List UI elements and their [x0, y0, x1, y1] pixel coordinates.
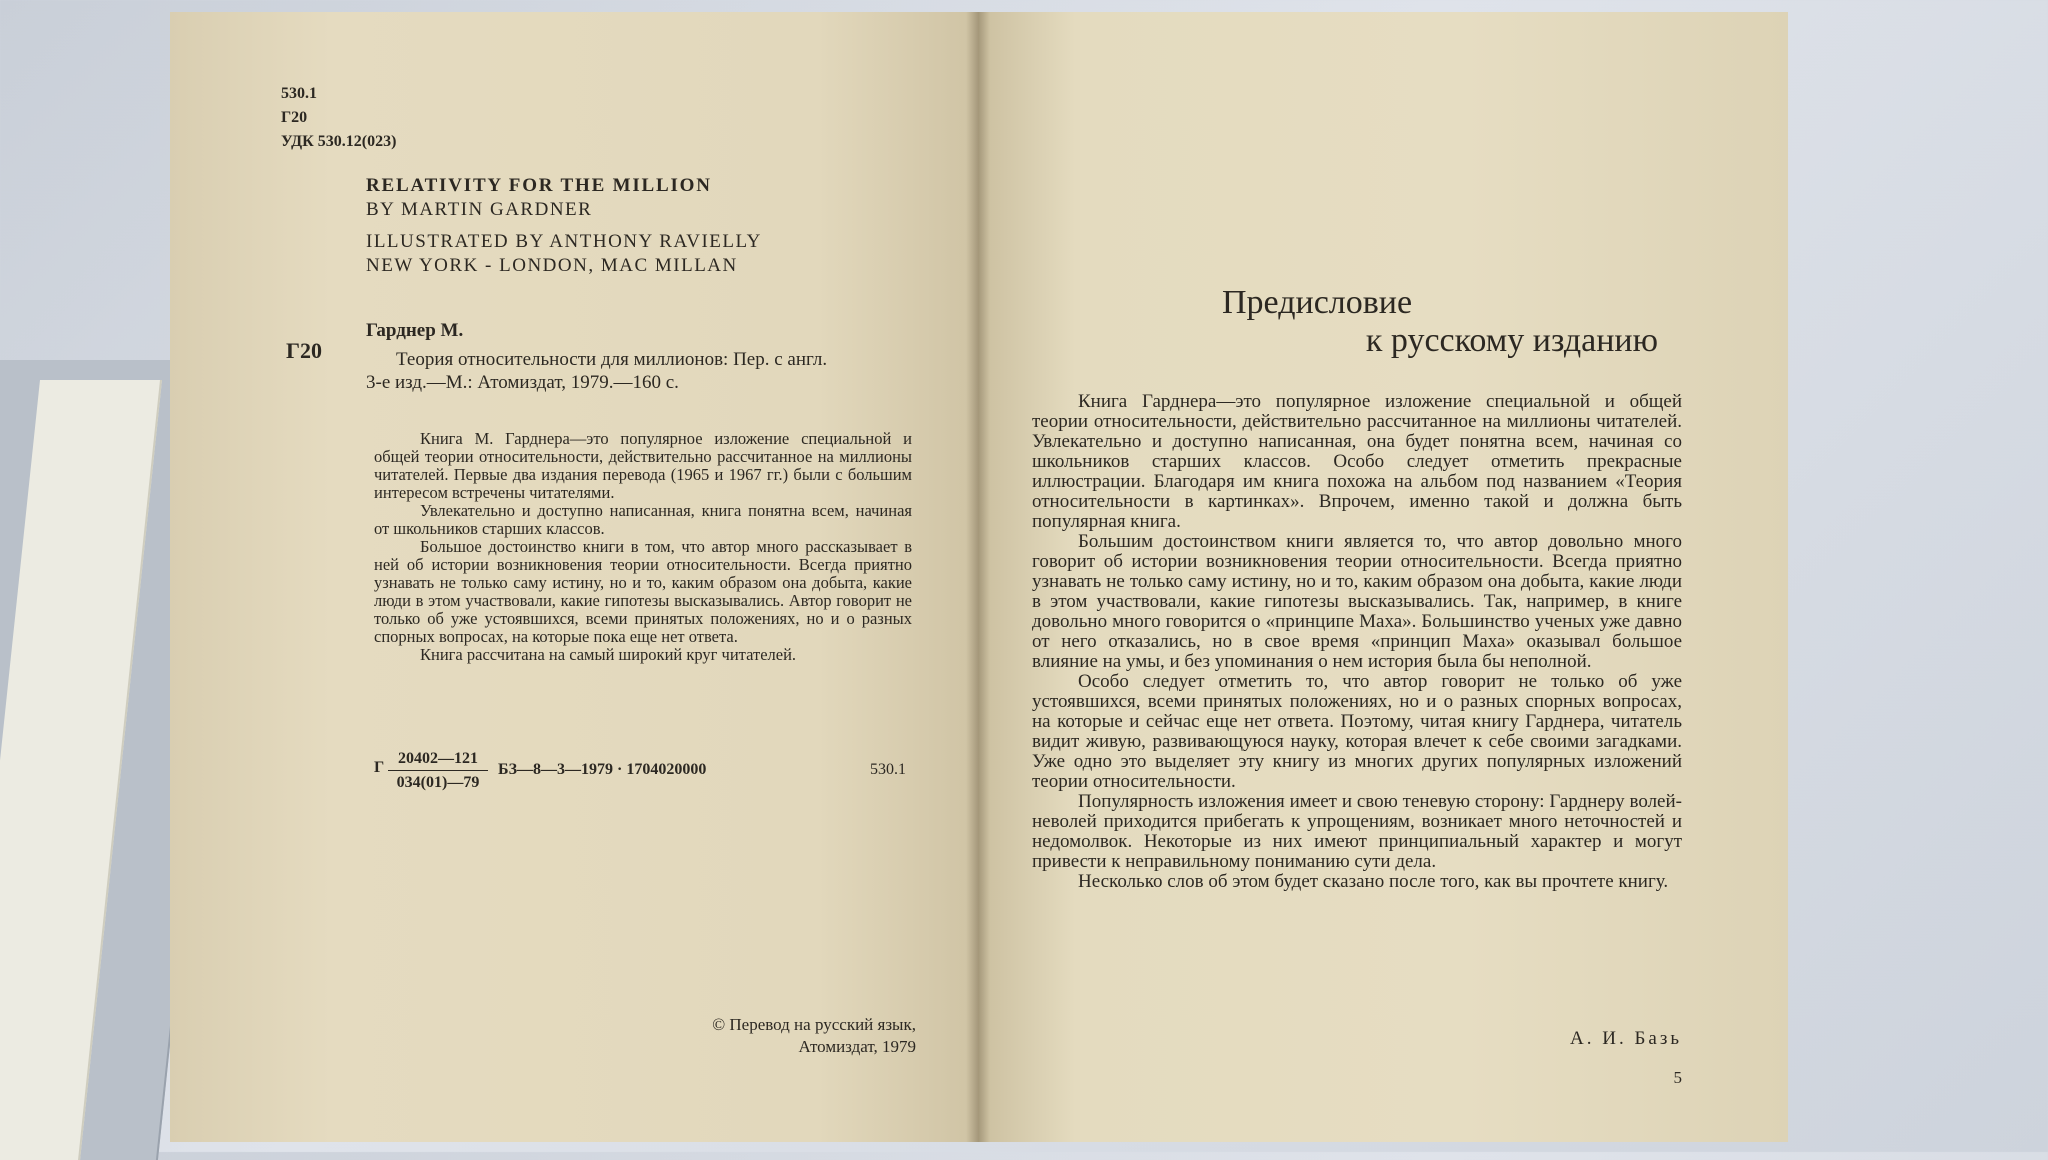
annotation — [374, 430, 912, 664]
preface-paragraph: Несколько слов об этом будет сказано после того, как вы прочтете книгу. — [1078, 871, 1669, 892]
classification-line: 530.1 — [281, 85, 317, 102]
page-number: 5 — [1673, 1068, 1682, 1087]
publication-index — [374, 750, 934, 800]
copyright-line: Атомиздат, 1979 — [798, 1037, 916, 1056]
preface-paragraph: Книга Гарднера—это популярное изложение специальной и общей теории относительности, действительно рассчитанное на миллионы читателей. Увлекательно и доступно написанная, она будет понятна всем, начиная со школьников старших классов. Особо следует отметить прекрасные иллюстрации. Благодаря им книга похожа на альбом под названием «Теория относительности в картинках». Впрочем, именно такой и должна быть популярная книга. — [1032, 391, 1682, 532]
bibliographic-line: Теория относительности для миллионов: Пер. с англ. — [396, 349, 828, 370]
copyright-line: © Перевод на русский язык, — [712, 1015, 916, 1034]
catalog-code: Г20 — [286, 338, 322, 363]
bibliographic-line: 3-е изд.—М.: Атомиздат, 1979.—160 с. — [366, 372, 679, 393]
preface-signature: А. И. Базь — [1570, 1028, 1682, 1049]
original-illustrator: ILLUSTRATED BY ANTHONY RAVIELLY — [366, 231, 762, 252]
open-book — [170, 12, 1810, 1142]
index-denominator: 034(01)—79 — [396, 774, 480, 791]
annotation-paragraph: Большое достоинство книги в том, что автор много рассказывает в ней об истории возникновения теории относительности. Всегда приятно узнавать не только саму истину, но и то, каким образом она добыта, какие люди в этом участвовали, какие гипотезы высказывались. Автор говорит не только об уже устоявшихся, всеми принятых положениях, но и о разных спорных вопросах, на которые пока еще нет ответа. — [374, 537, 912, 646]
original-publisher: NEW YORK - LONDON, MAC MILLAN — [366, 255, 738, 276]
preface-title-line: Предисловие — [1222, 284, 1413, 321]
original-edition-block — [366, 174, 762, 278]
annotation-paragraph: Увлекательно и доступно написанная, книга понятна всем, начиная от школьников старших классов. — [374, 501, 912, 538]
index-numerator: 20402—121 — [398, 750, 478, 767]
preface-title-line: к русскому изданию — [1365, 322, 1658, 359]
preface-paragraph: Особо следует отметить то, что автор говорит не только об уже устоявшихся, всеми принятых положениях, но и о разных спорных вопросах, на которые и сейчас еще нет ответа. Поэтому, читая книгу Гарднера, читатель видит живую, развивающуюся науку, которая влечет к себе своими загадками. Уже одно это выделяет эту книгу из многих других популярных изложений теории относительности. — [1032, 671, 1682, 792]
preface-title — [1138, 284, 1658, 360]
copyright — [650, 1014, 916, 1058]
bibliographic-description — [396, 348, 827, 371]
classification-line: Г20 — [281, 109, 308, 126]
author-heading: Гарднер М. — [366, 320, 464, 341]
classification-block — [281, 82, 396, 154]
index-fraction-line — [388, 770, 488, 771]
book-gutter — [966, 12, 990, 1142]
original-author: BY MARTIN GARDNER — [366, 199, 593, 220]
right-page — [978, 12, 1788, 1142]
left-page — [170, 12, 978, 1142]
classification-line: УДК 530.12(023) — [281, 133, 397, 150]
preface-body — [1032, 392, 1682, 892]
index-class: 530.1 — [870, 761, 906, 778]
annotation-paragraph: Книга М. Гарднера—это популярное изложение специальной и общей теории относительности, действительно рассчитанное на миллионы читателей. Первые два издания перевода (1965 и 1967 гг.) были с большим интересом встречены читателями. — [374, 429, 912, 502]
preface-paragraph: Популярность изложения имеет и свою теневую сторону: Гарднеру волей-неволей приходится прибегать к упрощениям, возникает много неточностей и недомолвок. Некоторые из них имеют принципиальный характер и могут привести к неправильному пониманию сути дела. — [1032, 791, 1682, 872]
index-series: БЗ—8—3—1979 · 1704020000 — [498, 761, 707, 778]
original-title: RELATIVITY FOR THE MILLION — [366, 175, 712, 196]
index-letter: Г — [374, 759, 385, 776]
preface-paragraph: Большим достоинством книги является то, что автор довольно много говорит об истории возникновения теории относительности. Всегда приятно узнавать не только саму истину, но и то, каким образом она добыта, какие люди в этом участвовали, какие гипотезы высказывались. Так, например, в книге довольно много говорится о «принципе Маха». Большинство ученых уже давно от него отказались, но в свое время «принцип Маха» оказывал большое влияние на умы, и без упоминания о нем история была бы неполной. — [1032, 531, 1682, 672]
annotation-paragraph: Книга рассчитана на самый широкий круг читателей. — [420, 645, 797, 664]
